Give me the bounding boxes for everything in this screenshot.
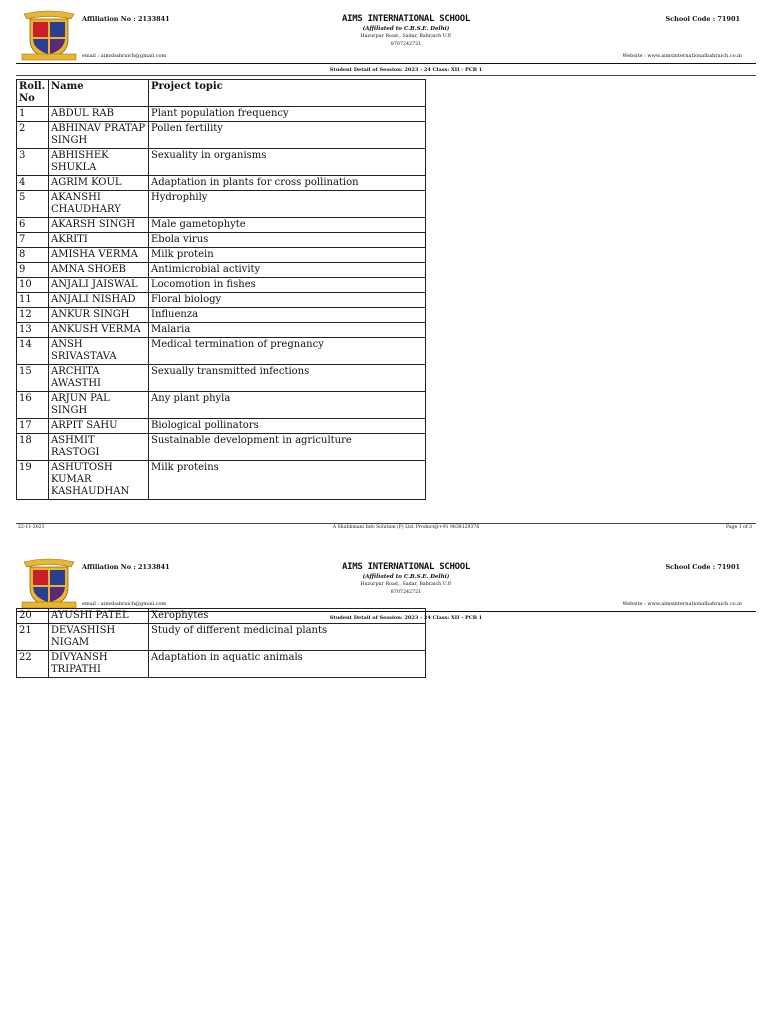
student-name-cell: ANKUR SINGH [49,308,149,323]
school-email: email : aimsbahraich@gmail.com [82,601,167,607]
student-name-cell: ABHISHEK SHUKLA [49,149,149,176]
session-detail: Student Detail of Session: 2023 - 24 Class: XII - PCB 1 [329,615,483,621]
table-row [17,624,426,651]
roll-number-cell: 5 [17,191,49,218]
project-topic-cell: Ebola virus [149,233,426,248]
student-name-cell: ANJALI JAISWAL [49,278,149,293]
school-name: AIMS INTERNATIONAL SCHOOL [342,14,470,24]
table-row [17,338,426,365]
roll-number-cell: 4 [17,176,49,191]
project-topic-cell: Male gametophyte [149,218,426,233]
student-name-cell: ABDUL RAB [49,107,149,122]
school-address: Huzurpur Road,, Sadar, Bahraich U.P. [360,582,452,587]
roll-number-cell: 18 [17,434,49,461]
roll-number-cell: 12 [17,308,49,323]
table-row [17,233,426,248]
session-detail: Student Detail of Session: 2023 - 24 Class: XII - PCB 1 [329,67,483,73]
school-crest-logo [18,10,80,62]
table-row [17,323,426,338]
affiliation-number: Affiliation No : 2133841 [82,15,170,23]
header-project-topic: Project topic [149,80,426,107]
school-name: AIMS INTERNATIONAL SCHOOL [342,562,470,572]
table-row [17,149,426,176]
roll-number-cell: 21 [17,624,49,651]
table-row [17,419,426,434]
project-topic-cell: Xerophytes [149,609,426,624]
school-crest-logo [18,558,80,610]
table-row [17,609,426,624]
project-topic-cell: Influenza [149,308,426,323]
school-code: School Code : 71901 [665,563,740,571]
roll-number-cell: 3 [17,149,49,176]
student-name-cell: ABHINAV PRATAP SINGH [49,122,149,149]
project-topic-cell: Antimicrobial activity [149,263,426,278]
school-website: Website : www.aimsinternationalbahraich.co.in [622,53,742,59]
roll-number-cell: 9 [17,263,49,278]
student-name-cell: AKANSHI CHAUDHARY [49,191,149,218]
project-topic-cell: Adaptation in plants for cross pollination [149,176,426,191]
table-header-row [17,80,426,107]
roll-number-cell: 22 [17,651,49,678]
header-name: Name [49,80,149,107]
header-divider [16,63,756,64]
roll-number-cell: 8 [17,248,49,263]
software-credit: A Shubhmani Info Solution (P) Ltd. Product@+91 9838129376 [332,525,480,530]
student-project-table-page-1 [16,79,426,500]
project-topic-cell: Sustainable development in agriculture [149,434,426,461]
roll-number-cell: 6 [17,218,49,233]
roll-number-cell: 20 [17,609,49,624]
roll-number-cell: 13 [17,323,49,338]
student-name-cell: ARJUN PAL SINGH [49,392,149,419]
affiliation-number: Affiliation No : 2133841 [82,563,170,571]
table-row [17,651,426,678]
roll-number-cell: 11 [17,293,49,308]
school-affiliation: (Affiliated to C.B.S.E. Delhi) [362,574,450,580]
session-divider [16,75,756,76]
student-name-cell: ASHMIT RASTOGI [49,434,149,461]
table-row [17,248,426,263]
roll-number-cell: 17 [17,419,49,434]
roll-number-cell: 15 [17,365,49,392]
project-topic-cell: Adaptation in aquatic animals [149,651,426,678]
header-roll-no: Roll. No [17,80,49,107]
roll-number-cell: 16 [17,392,49,419]
student-name-cell: AKRITI [49,233,149,248]
school-address: Huzurpur Road,, Sadar, Bahraich U.P. [360,34,452,39]
project-topic-cell: Biological pollinators [149,419,426,434]
project-topic-cell: Plant population frequency [149,107,426,122]
student-name-cell: DEVASHISH NIGAM [49,624,149,651]
footer-divider [16,523,756,524]
student-name-cell: ANSH SRIVASTAVA [49,338,149,365]
table-row [17,191,426,218]
student-name-cell: ANKUSH VERMA [49,323,149,338]
project-topic-cell: Hydrophily [149,191,426,218]
school-phone: 8707242721 [390,590,422,595]
project-topic-cell: Malaria [149,323,426,338]
school-email: email : aimsbahraich@gmail.com [82,53,167,59]
project-topic-cell: Medical termination of pregnancy [149,338,426,365]
project-topic-cell: Milk protein [149,248,426,263]
project-topic-cell: Pollen fertility [149,122,426,149]
roll-number-cell: 7 [17,233,49,248]
project-topic-cell: Study of different medicinal plants [149,624,426,651]
table-row [17,218,426,233]
table-row [17,308,426,323]
student-name-cell: ASHUTOSH KUMAR KASHAUDHAN [49,461,149,500]
table-row [17,365,426,392]
project-topic-cell: Locomotion in fishes [149,278,426,293]
print-date: 22-11-2023 [18,525,45,530]
school-affiliation: (Affiliated to C.B.S.E. Delhi) [362,26,450,32]
school-website: Website : www.aimsinternationalbahraich.co.in [622,601,742,607]
table-row [17,434,426,461]
student-name-cell: ARCHITA AWASTHI [49,365,149,392]
project-topic-cell: Any plant phyla [149,392,426,419]
project-topic-cell: Sexually transmitted infections [149,365,426,392]
project-topic-cell: Milk proteins [149,461,426,500]
table-row [17,263,426,278]
table-row [17,107,426,122]
page-number: Page 1 of 3 [726,525,752,530]
project-topic-cell: Sexuality in organisms [149,149,426,176]
student-name-cell: AMISHA VERMA [49,248,149,263]
student-name-cell: DIVYANSH TRIPATHI [49,651,149,678]
student-project-table-page-2 [16,608,426,678]
student-name-cell: ARPIT SAHU [49,419,149,434]
roll-number-cell: 1 [17,107,49,122]
roll-number-cell: 14 [17,338,49,365]
student-name-cell: ANJALI NISHAD [49,293,149,308]
student-name-cell: AMNA SHOEB [49,263,149,278]
school-phone: 8707242721 [390,42,422,47]
table-row [17,461,426,500]
table-row [17,293,426,308]
table-row [17,278,426,293]
roll-number-cell: 10 [17,278,49,293]
student-name-cell: AKARSH SINGH [49,218,149,233]
student-name-cell: AYUSHI PATEL [49,609,149,624]
page-2 [0,548,768,688]
student-name-cell: AGRIM KOUL [49,176,149,191]
school-code: School Code : 71901 [665,15,740,23]
roll-number-cell: 19 [17,461,49,500]
table-row [17,176,426,191]
roll-number-cell: 2 [17,122,49,149]
table-row [17,392,426,419]
table-row [17,122,426,149]
project-topic-cell: Floral biology [149,293,426,308]
